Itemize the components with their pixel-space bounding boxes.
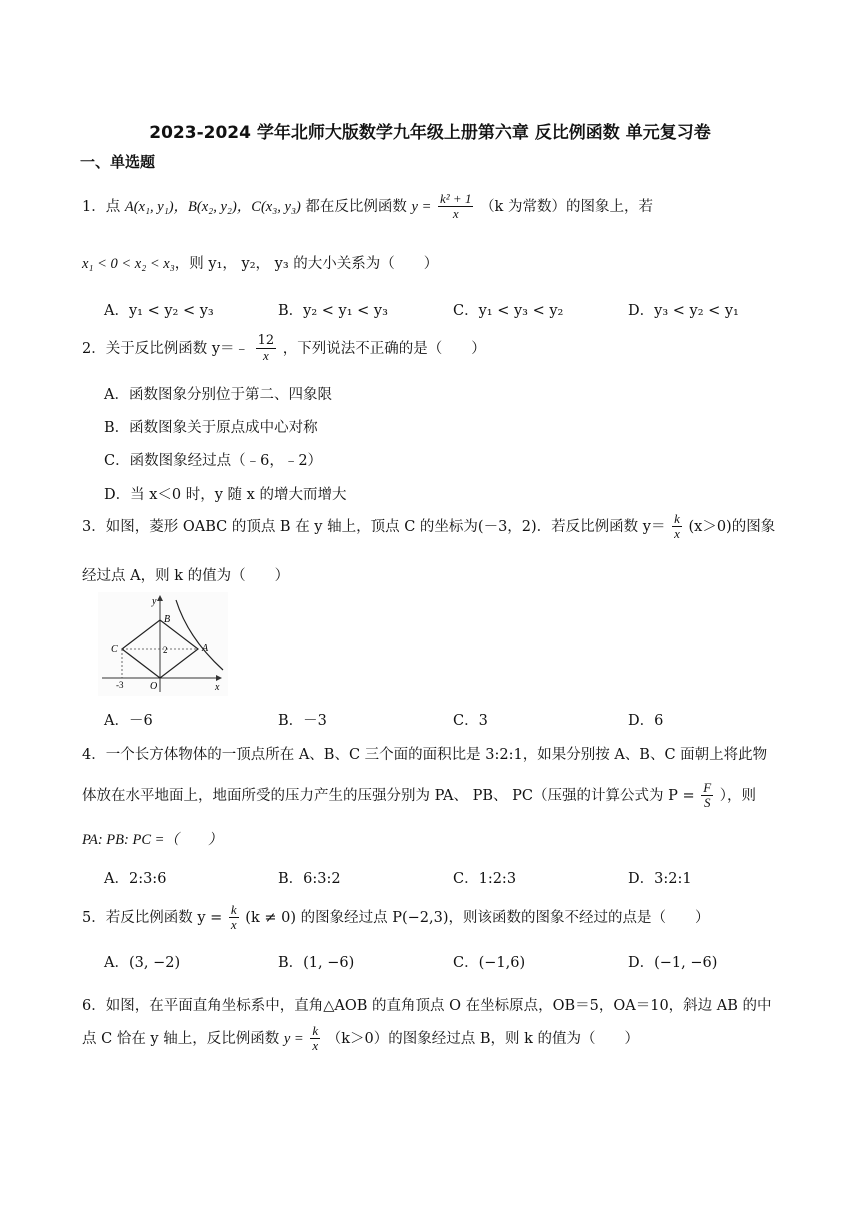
- q3-option-a[interactable]: A．－6: [104, 713, 153, 729]
- fig-label-y: y: [152, 596, 157, 607]
- q3-option-b[interactable]: B．－3: [278, 713, 327, 729]
- q1-frac-num: k² + 1: [440, 191, 472, 206]
- q6-frac-den: x: [312, 1038, 319, 1054]
- q4-frac-den: S: [703, 795, 711, 811]
- q6-fraction: [310, 1024, 320, 1054]
- fig-label-2: 2: [163, 645, 168, 655]
- q1-prefix: 1．点: [82, 198, 121, 215]
- q4-line2-pre: 体放在水平地面上，地面所受的压力产生的压强分别为 PA、 PB、 PC（压强的计算公式为 P =: [82, 787, 695, 804]
- q1-fraction: [438, 192, 473, 222]
- question-3-line-2: 经过点 A，则 k 的值为（ ）: [82, 568, 290, 584]
- q1-mid: 都在反比例函数: [305, 198, 407, 215]
- q1-post: （k 为常数）的图象上，若: [480, 198, 653, 215]
- q5-option-a[interactable]: A．(3, −2): [104, 955, 181, 971]
- q4-option-a[interactable]: A．2:3:6: [104, 871, 167, 887]
- fig-label-o: O: [150, 681, 158, 692]
- fig-label-minus3: -3: [116, 680, 124, 690]
- question-1-line-1: [82, 192, 653, 222]
- fig-label-x: x: [215, 682, 220, 693]
- q5-option-b[interactable]: B．(1, −6): [278, 955, 355, 971]
- question-4-line-3: PA: PB: PC =（ ）: [82, 832, 223, 848]
- q2-option-a[interactable]: A．函数图象分别位于第二、四象限: [104, 387, 332, 403]
- q1-frac-den: x: [452, 206, 459, 222]
- question-3-line-1: [82, 512, 775, 542]
- section-heading: 一、单选题: [80, 153, 156, 171]
- fig-label-a: A: [202, 643, 209, 654]
- fig-label-b: B: [164, 614, 171, 625]
- question-6-line-1: 6．如图，在平面直角坐标系中，直角△AOB 的直角顶点 O 在坐标原点，OB＝5，OA＝10，斜边 AB 的中: [82, 998, 772, 1014]
- fig-label-c: C: [111, 644, 118, 655]
- q5-frac-num: k: [230, 902, 237, 917]
- q3-frac-num: k: [674, 511, 680, 526]
- q4-option-d[interactable]: D．3:2:1: [628, 871, 692, 887]
- q1-condition: x₁ < 0 < x₂ < x₃: [82, 256, 175, 272]
- q2-prefix: 2．关于反比例函数 y＝﹣: [82, 340, 250, 357]
- q6-line2-pre: 点 C 恰在 y 轴上，反比例函数: [82, 1030, 280, 1047]
- q2-frac-den: x: [263, 348, 269, 364]
- q3-post: (x＞0)的图象: [688, 518, 776, 535]
- question-4-line-1: 4．一个长方体物体的一顶点所在 A、B、C 三个面的面积比是 3:2:1，如果分别按 A、B、C 面朝上将此物: [82, 747, 768, 763]
- q5-option-c[interactable]: C．(−1,6): [453, 955, 526, 971]
- question-2-line-1: [82, 334, 486, 364]
- question-4-line-2: [82, 781, 756, 811]
- q4-line2-post: ），则: [719, 787, 757, 804]
- question-1-line-2: [82, 252, 438, 273]
- q4-option-c[interactable]: C．1:2:3: [453, 871, 517, 887]
- page-title: 2023-2024 学年北师大版数学九年级上册第六章 反比例函数 单元复习卷: [149, 123, 711, 143]
- q2-option-d[interactable]: D．当 x＜0 时，y 随 x 的增大而增大: [104, 487, 347, 503]
- q1-points: A(x₁, y₁)，B(x₂, y₂)，C(x₃, y₃): [124, 198, 301, 215]
- q5-prefix: 5．若反比例函数 y =: [82, 909, 223, 926]
- q2-post: ，下列说法不正确的是（ ）: [282, 340, 486, 357]
- question-6-line-2: [82, 1024, 639, 1054]
- q4-option-b[interactable]: B．6:3:2: [278, 871, 341, 887]
- q4-fraction: [701, 781, 713, 811]
- q4-frac-num: F: [703, 780, 712, 795]
- q2-option-b[interactable]: B．函数图象关于原点成中心对称: [104, 420, 318, 436]
- q5-post: (k ≠ 0) 的图象经过点 P(−2,3)，则该函数的图象不经过的点是（ ）: [245, 909, 710, 926]
- q6-y-eq: y =: [283, 1030, 304, 1047]
- q5-frac-den: x: [230, 917, 237, 933]
- q3-fraction: [672, 512, 682, 542]
- q1-option-c[interactable]: C．y₁ < y₃ < y₂: [453, 303, 564, 319]
- q6-line2-post: （k＞0）的图象经过点 B，则 k 的值为（ ）: [326, 1030, 639, 1047]
- q5-option-d[interactable]: D．(−1, −6): [628, 955, 718, 971]
- q1-y-eq: y =: [411, 198, 432, 215]
- q2-frac-num: 12: [257, 333, 275, 348]
- q1-option-a[interactable]: A．y₁ < y₂ < y₃: [104, 303, 214, 319]
- q3-prefix: 3．如图，菱形 OABC 的顶点 B 在 y 轴上，顶点 C 的坐标为(－3，2)．若反比例函数 y＝: [82, 518, 666, 535]
- q3-option-c[interactable]: C．3: [453, 713, 488, 729]
- q5-fraction: [229, 903, 239, 933]
- q1-option-d[interactable]: D．y₃ < y₂ < y₁: [628, 303, 739, 319]
- q3-frac-den: x: [674, 526, 680, 542]
- q1-option-b[interactable]: B．y₂ < y₁ < y₃: [278, 303, 388, 319]
- q3-option-d[interactable]: D．6: [628, 713, 664, 729]
- question-5-line-1: [82, 903, 710, 933]
- q1-ask: ，则 y₁， y₂， y₃ 的大小关系为（ ）: [174, 256, 439, 272]
- rhombus-figure: [98, 592, 228, 696]
- q6-frac-num: k: [312, 1023, 319, 1038]
- q2-option-c[interactable]: C．函数图象经过点（﹣6，﹣2）: [104, 453, 323, 469]
- q2-fraction: [256, 334, 277, 364]
